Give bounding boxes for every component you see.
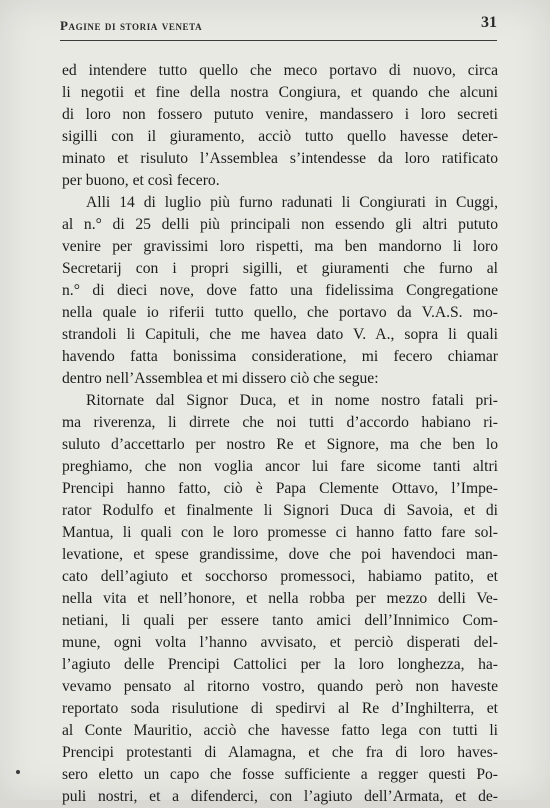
text-line: preghiamo, che non voglia ancor lui fare sicome tanti altri [62, 458, 498, 475]
text-line: l’agiuto delle Prencipi Cattolici per la loro longhezza, ha- [62, 656, 498, 673]
text-line: nella quale io riferii tutto quello, che portavo da V.A.S. mo- [62, 304, 498, 321]
text-line: sero eletto un capo che fosse sufficiente a regger questi Po- [62, 766, 498, 783]
text-line: suluto d’accettarlo per nostro Re et Signore, ma che ben lo [62, 436, 498, 453]
text-line: puli nostri, et a difenderci, con l’agiuto dell’Armata, et de- [62, 788, 498, 805]
text-line: Ritornate dal Signor Duca, et in nome nostro fatali pri- [86, 392, 498, 409]
text-line: cato dell’agiuto et socchorso promessoci, habiamo patito, et [62, 568, 498, 585]
page-number: 31 [481, 14, 497, 31]
body-text [62, 60, 498, 808]
text-line: reportato soda risulutione di spedirvi al Re d’Inghilterra, et [62, 700, 498, 717]
text-line: levatione, et spese grandissime, dove che poi havendoci man- [62, 546, 498, 563]
text-line: sigilli con il giuramento, acciò tutto quello havesse deter- [62, 128, 498, 145]
text-line: nella vita et nell’honore, et nella robba per mezzo delli Ve- [62, 590, 498, 607]
text-line: Secretarij con i propri sigilli, et giuramenti che furno al [62, 260, 498, 277]
text-line: Prencipi hanno fatto, ciò è Papa Clemente Ottavo, l’Impe- [62, 480, 498, 497]
text-line: vevamo pensato al ritorno vostro, quando però non haveste [62, 678, 498, 695]
text-line: li negotii et fine della nostra Congiura, et quando che alcuni [62, 84, 498, 101]
text-line: al n.° di 25 delli più principali non essendo gli altri pututo [62, 216, 498, 233]
text-line: ma riverenza, li dirrete che noi tutti d’accordo habiano ri- [62, 414, 498, 431]
header-rule [60, 40, 497, 41]
text-line: dentro nell’Assemblea et mi dissero ciò che segue: [62, 370, 379, 387]
text-line: netiani, li quali per essere tanto amici dell’Innimico Com- [62, 612, 498, 629]
margin-mark [16, 770, 20, 774]
text-line: havendo fatta bonissima consideratione, mi fecero chiamar [62, 348, 498, 365]
text-line: venire per gravissimi loro rispetti, ma ben mandorno li loro [62, 238, 498, 255]
text-line: Alli 14 di luglio più furno radunati li Congiurati in Cuggi, [86, 194, 498, 211]
text-line: n.° di dieci nove, dove fatto una fidelissima Congregatione [62, 282, 498, 299]
page-header [60, 14, 497, 40]
text-line: di loro non fossero pututo venire, mandassero i loro secreti [62, 106, 498, 123]
text-line: Prencipi protestanti di Alamagna, et che fra di loro haves- [62, 744, 498, 761]
text-line: mune, ogni volta l’hanno avvisato, et perciò disperati del- [62, 634, 498, 651]
text-line: Mantua, li quali con le loro promesse ci hanno fatto fare sol- [62, 524, 498, 541]
text-line: al Conte Mauritio, acciò che havesse fatto lega con tutti li [62, 722, 498, 739]
text-line: rator Rodulfo et finalmente li Signori Duca di Savoia, et di [62, 502, 498, 519]
running-title: Pagine di storia veneta [60, 18, 203, 33]
text-line: minato et risuluto l’Assemblea s’intendesse da loro ratificato [62, 150, 498, 167]
text-line: per buono, et così fecero. [62, 172, 220, 189]
text-line: strandoli li Capituli, che me havea dato V. A., sopra li quali [62, 326, 498, 343]
text-line: ed intendere tutto quello che meco portavo di nuovo, circa [62, 62, 498, 79]
